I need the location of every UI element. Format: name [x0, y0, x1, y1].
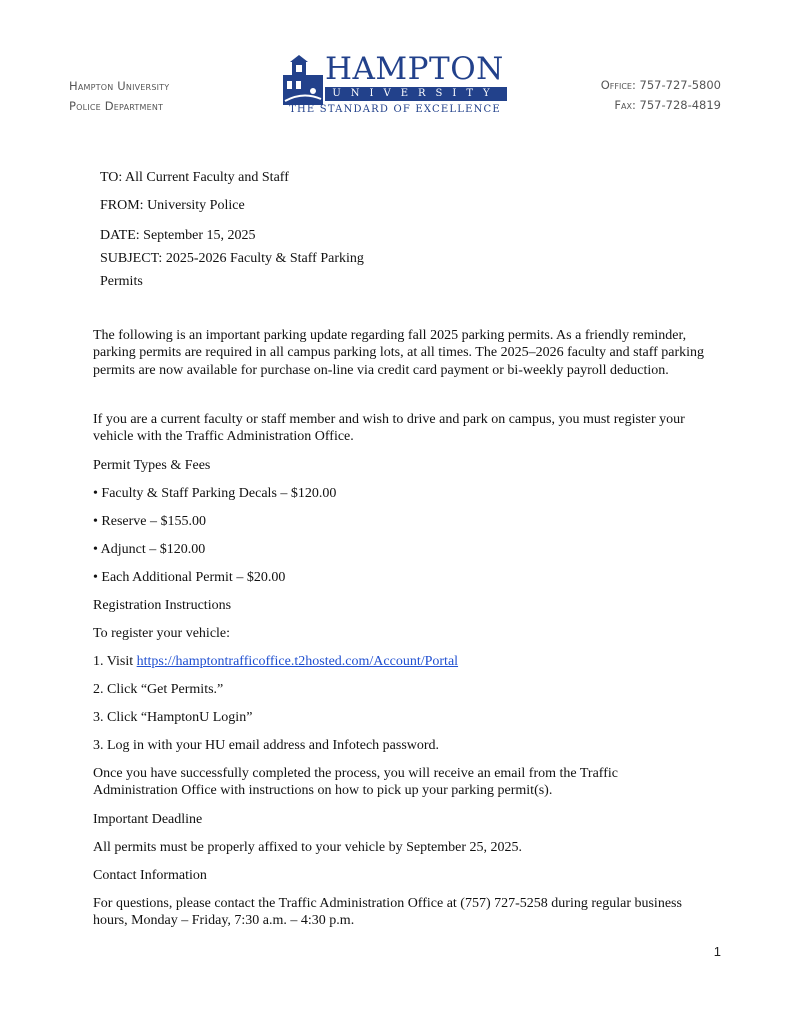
- memo-date: DATE: September 15, 2025: [100, 228, 256, 243]
- fee-item: • Each Additional Permit – $20.00: [93, 570, 286, 585]
- contact-block: [601, 75, 721, 115]
- clocktower-icon: [283, 55, 323, 105]
- contact-heading: Contact Information: [93, 868, 207, 883]
- page-number: 1: [713, 944, 721, 959]
- registration-heading: Registration Instructions: [93, 598, 232, 613]
- org-block: [69, 76, 169, 116]
- fax-label: Fax:: [614, 98, 636, 112]
- step-3a: 3. Click “HamptonU Login”: [93, 710, 253, 725]
- step-2: 2. Click “Get Permits.”: [93, 682, 224, 697]
- portal-link[interactable]: https://hamptontrafficoffice.t2hosted.com/Account/Portal: [136, 654, 459, 669]
- completion-paragraph: Once you have successfully completed the process, you will receive an email from the Traffic Administration Office with instructions on how to pick up your parking permit(s).: [93, 766, 618, 799]
- fee-item: • Reserve – $155.00: [93, 514, 206, 529]
- registration-intro: To register your vehicle:: [93, 626, 231, 641]
- step-1: [93, 653, 705, 670]
- logo-band: UNIVERSITY: [325, 87, 507, 101]
- hampton-logo: [283, 51, 509, 117]
- register-paragraph: If you are a current faculty or staff member and wish to drive and park on campus, you must register your vehicle with the Traffic Administration Office.: [93, 412, 685, 445]
- logo-wordmark: HAMPTON: [325, 51, 504, 87]
- org-name: Hampton University: [69, 79, 170, 93]
- fax-number: 757-728-4819: [639, 98, 721, 112]
- memo-subject: SUBJECT: 2025-2026 Faculty & Staff Parking: [100, 251, 364, 266]
- contact-text: For questions, please contact the Traffic Administration Office at (757) 727-5258 during regular business hours, Monday – Friday, 7:30 a.m. – 4:30 p.m.: [93, 896, 682, 929]
- memo-subject-continued: Permits: [100, 274, 143, 289]
- fee-item: • Faculty & Staff Parking Decals – $120.00: [93, 486, 337, 501]
- office-label: Office:: [600, 78, 636, 92]
- memo-to: TO: All Current Faculty and Staff: [100, 170, 289, 185]
- intro-paragraph: The following is an important parking update regarding fall 2025 parking permits. As a friendly reminder, parking permits are required in all campus parking lots, at all times. The 2025–2026 faculty and staff parking permits are now available for purchase on-line via credit card payment or bi-weekly payroll deduction.: [93, 328, 705, 378]
- org-department: Police Department: [69, 99, 164, 113]
- step-1-prefix: 1. Visit: [93, 654, 137, 669]
- deadline-text: All permits must be properly affixed to your vehicle by September 25, 2025.: [93, 840, 522, 855]
- office-number: 757-727-5800: [639, 78, 721, 92]
- fee-item: • Adjunct – $120.00: [93, 542, 206, 557]
- fees-heading: Permit Types & Fees: [93, 458, 211, 473]
- logo-tagline: THE STANDARD OF EXCELLENCE: [289, 104, 501, 115]
- memo-from: FROM: University Police: [100, 198, 245, 213]
- deadline-heading: Important Deadline: [93, 812, 203, 827]
- step-3b: 3. Log in with your HU email address and Infotech password.: [93, 738, 440, 753]
